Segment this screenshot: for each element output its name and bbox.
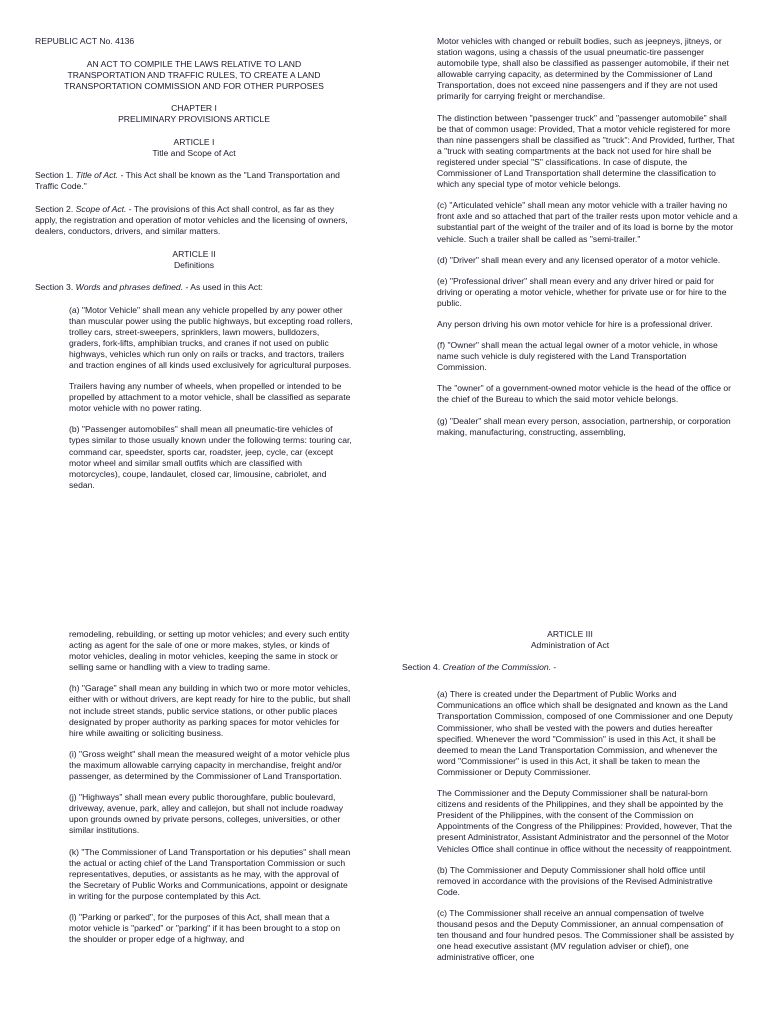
body-paragraph: The Commissioner and the Deputy Commissioner shall be natural-born citizens and residents of the Philippines, and they shall be appointed by the President of the Philippines, with the consent of the Commission on Appointments of the Congress of the Philippines: Provided, however, That the present Administrator, Assistant Administrator and the personnel of the Motor Vehicles Office shall continue in office without the necessity of reappointment. <box>437 788 733 854</box>
chapter-heading <box>35 103 353 125</box>
chapter-title: PRELIMINARY PROVISIONS ARTICLE <box>118 114 270 125</box>
page1-left-column <box>35 36 353 501</box>
section-1 <box>35 170 353 192</box>
act-number: REPUBLIC ACT No. 4136 <box>35 36 135 46</box>
body-paragraph: (i) "Gross weight" shall mean the measured weight of a motor vehicle plus the maximum allowable carrying capacity in merchandise, freight and/or passenger, as determined by the Commissioner of Land Transportation. <box>69 748 350 782</box>
act-title-line: TRANSPORTATION COMMISSION AND FOR OTHER PURPOSES <box>64 81 324 92</box>
body-paragraph: Any person driving his own motor vehicle for hire is a professional driver. <box>437 318 713 329</box>
body-paragraph: The "owner" of a government-owned motor vehicle is the head of the office or the chief of the Bureau to which the said motor vehicle belongs. <box>437 383 731 405</box>
article-number: ARTICLE II <box>172 249 216 260</box>
section-label: Section 2. <box>35 203 76 214</box>
definition-paragraph: (b) "Passenger automobiles" shall mean all pneumatic-tire vehicles of types similar to those usually known under the following terms: touring car, command car, speedster, sports car, roadster, jeep, cycle, car (except motor wheel and similar small outfits which are classified with motorcycles), coupe, landaulet, closed car, limousine, cabriolet, and sedan. <box>69 424 352 490</box>
article-number: ARTICLE III <box>547 629 593 639</box>
body-paragraph: (b) The Commissioner and Deputy Commissioner shall hold office until removed in accordance with the provisions of the Revised Administrative Code. <box>437 864 713 897</box>
article-number: ARTICLE I <box>173 136 215 147</box>
body-paragraph: (g) "Dealer" shall mean every person, association, partnership, or corporation making, manufacturing, constructing, assembling, <box>437 415 731 437</box>
body-paragraph: (f) "Owner" shall mean the actual legal owner of a motor vehicle, in whose name such vehicle is duly registered with the Land Transportation Commission. <box>437 340 718 373</box>
body-paragraph: Motor vehicles with changed or rebuilt bodies, such as jeepneys, jitneys, or station wagons, using a chassis of the usual pneumatic-tire passenger automobile type, shall also be classified as passenger automobile, if their net allowable carrying capacity, as determined by the Commissioner of Land Transportation, does not exceed nine passengers and if they are not used primarily for carrying freight or merchandise. <box>437 36 729 102</box>
section-text: - The provisions of this Act shall control, as far as they apply, the registration and operation of motor vehicles and the licensing of owners, dealers, conductors, drivers, and similar matters. <box>35 203 348 237</box>
section-heading: Words and phrases defined. <box>75 282 184 293</box>
page2-left-column <box>69 629 353 955</box>
definition-paragraph: Trailers having any number of wheels, when propelled or intended to be propelled by attachment to a motor vehicle, shall be classified as separate motor vehicle with no power rating. <box>69 381 351 414</box>
body-paragraph: (h) "Garage" shall mean any building in which two or more motor vehicles, either with or without drivers, are kept ready for hire to the public, but shall not include street stands, public service stations, or other public places designated by proper authority as parking spaces for motor vehicles for hire while awaiting or soliciting business. <box>69 683 351 738</box>
body-paragraph: (c) The Commissioner shall receive an annual compensation of twelve thousand pesos and the Deputy Commissioner, an annual compensation of ten thousand and four hundred pesos. The Commissioner shall be assisted by one head executive assistant (MV regulation adviser or chief), one administrative officer, one <box>437 907 734 963</box>
page2-right-column <box>402 629 738 973</box>
section-label: Section 4. <box>402 662 443 673</box>
article-title: Title and Scope of Act <box>152 147 236 158</box>
article-heading <box>402 629 738 651</box>
body-paragraph: (j) "Highways" shall mean every public thoroughfare, public boulevard, driveway, avenue, park, alley and callejon, but shall not include roadway upon grounds owned by private persons, colleges, universities, or other similar institutions. <box>69 792 344 836</box>
section-text: - As used in this Act: <box>183 282 263 293</box>
section-heading: Creation of the Commission. <box>442 662 552 673</box>
article-title: Definitions <box>173 260 215 271</box>
body-paragraph: (e) "Professional driver" shall mean every and any driver hired or paid for driving or operating a motor vehicle, whether for private use or for hire to the public. <box>437 275 727 308</box>
section-3 <box>35 282 353 293</box>
section-heading: Title of Act. <box>75 169 119 180</box>
body-paragraph: remodeling, rebuilding, or setting up motor vehicles; and every such entity acting as agent for the sale of one or more makes, styles, or kinds of motor vehicles, dealing in motor vehicles, keeping the same in stock or selling same or handling with a view to trading same. <box>69 629 350 673</box>
section-4-body <box>437 689 737 963</box>
article-title: Administration of Act <box>530 640 610 651</box>
section-heading: Scope of Act. <box>75 203 127 214</box>
section-2 <box>35 204 353 237</box>
body-paragraph: (a) There is created under the Department of Public Works and Communications an office which shall be designated and known as the Land Transportation Commission, composed of one Commissioner and one Deputy Commissioner, who shall be vested with the powers and duties hereafter specified. Whenever the word "Commission" is used in this Act, it shall be deemed to mean the Land Transportation Commission, and whenever the word "Commissioner" is used in this Act, it shall be taken to mean the Commissioner or Deputy Commissioner. <box>437 689 733 777</box>
section-text: - This Act shall be known as the "Land Transportation and Traffic Code." <box>35 169 340 191</box>
section-label: Section 3. <box>35 282 76 293</box>
article-heading <box>35 137 353 159</box>
body-paragraph: The distinction between "passenger truck" and "passenger automobile" shall be that of common usage: Provided, That a motor vehicle registered for more than nine passengers shall be classified as "truck": And Provided, further, That a "truck with seating compartments at the back not used for hire shall be registered under special "S" classifications. In case of dispute, the Commissioner of Land Transportation shall determine the classification to which any special type of motor vehicle belongs. <box>437 112 735 190</box>
section-text: - <box>551 662 557 673</box>
article-heading <box>35 249 353 271</box>
page1-right-column <box>437 36 738 448</box>
section-4 <box>402 662 738 673</box>
chapter-number: CHAPTER I <box>171 103 217 114</box>
act-title <box>35 59 353 92</box>
act-title-line: TRANSPORTATION AND TRAFFIC RULES, TO CREATE A LAND <box>67 70 321 81</box>
definition-paragraph: (a) "Motor Vehicle" shall mean any vehicle propelled by any power other than muscular power using the public highways, but excepting road rollers, trolley cars, street-sweepers, sprinklers, lawn mowers, bulldozers, graders, fork-lifts, amphibian trucks, and cranes if not used on public highways, vehicles which run only on rails or tracks, and tractors, trailers and traction engines of all kinds used exclusively for agricultural purposes. <box>69 304 353 370</box>
body-paragraph: (l) "Parking or parked", for the purposes of this Act, shall mean that a motor vehicle is "parked" or "parking" if it has been brought to a stop on the shoulder or proper edge of a highway, and <box>69 911 341 945</box>
body-paragraph: (k) "The Commissioner of Land Transportation or his deputies" shall mean the actual or acting chief of the Land Transportation Commission or such representatives, deputies, or assistants as he may, with the approval of the Secretary of Public Works and Communications, appoint or designate in writing for the purpose contemplated by this Act. <box>69 846 351 901</box>
section-label: Section 1. <box>35 169 76 180</box>
act-title-line: AN ACT TO COMPILE THE LAWS RELATIVE TO LAND <box>86 59 302 70</box>
body-paragraph: (d) "Driver" shall mean every and any licensed operator of a motor vehicle. <box>437 254 721 265</box>
body-paragraph: (c) "Articulated vehicle" shall mean any motor vehicle with a trailer having no front axle and so attached that part of the trailer rests upon motor vehicle and a substantial part of the weight of the trailer and of its load is borne by the motor vehicle. Such a trailer shall be called as "semi-trailer." <box>437 200 738 244</box>
